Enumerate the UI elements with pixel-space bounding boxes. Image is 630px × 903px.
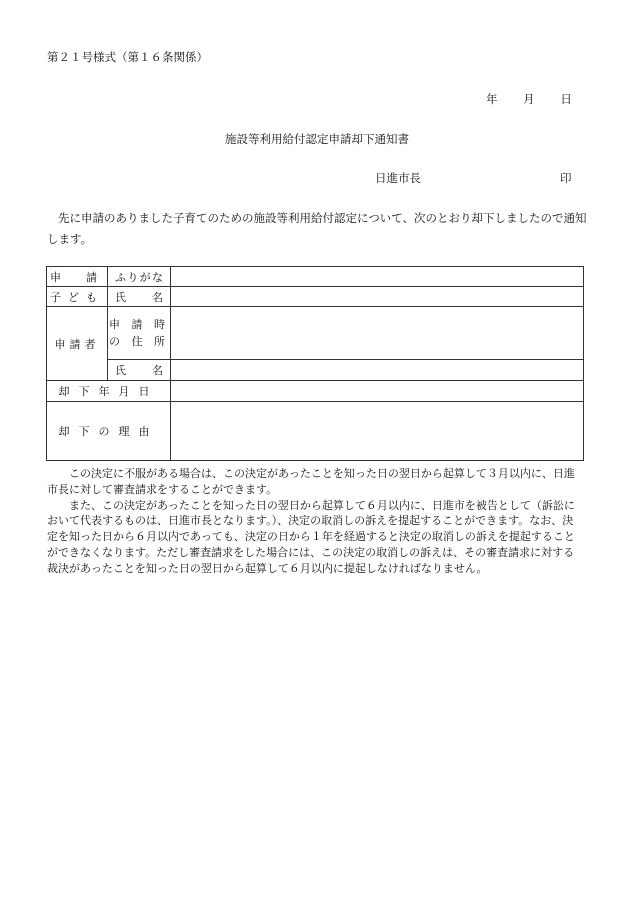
applicant-address-label bbox=[108, 307, 171, 360]
child-name-field[interactable] bbox=[171, 287, 584, 307]
appeal-note-1: この決定に不服がある場合は、この決定があったことを知った日の翌日から起算して３月以内に、日進市長に対して審査請求をすることができます。 bbox=[47, 467, 575, 496]
rejection-reason-field[interactable] bbox=[171, 402, 584, 461]
seal-mark: 印 bbox=[560, 171, 572, 185]
child-group-label-top: 申 請 bbox=[47, 267, 108, 287]
applicant-name-label: 氏 名 bbox=[108, 360, 171, 381]
applicant-group-label: 申請者 bbox=[47, 307, 108, 381]
date-day-label: 日 bbox=[560, 92, 572, 106]
child-name-label: 氏 名 bbox=[108, 287, 171, 307]
child-group-label-bottom: 子ども bbox=[47, 287, 108, 307]
applicant-address-label-line2: の 住 所 bbox=[109, 335, 169, 348]
form-number: 第２１号様式（第１６条関係） bbox=[47, 50, 208, 64]
applicant-name-field[interactable] bbox=[171, 360, 584, 381]
issuer-name: 日進市長 bbox=[375, 171, 421, 185]
child-furigana-field[interactable] bbox=[171, 267, 584, 287]
intro-text: 先に申請のありました子育てのための施設等利用給付認定について、次のとおり却下しましたので通知します。 bbox=[47, 211, 587, 246]
applicant-address-field[interactable] bbox=[171, 307, 584, 360]
appeal-notes bbox=[47, 466, 579, 577]
appeal-note-2: また、この決定があったことを知った日の翌日から起算して６月以内に、日進市を被告として（訴訟において代表するものは、日進市長となります。）、決定の取消しの訴えを提起することができます。なお、決定を知った日から６月以内であっても、決定の日から１年を経過すると決定の取消しの訴えを提起することができなくなります。ただし審査請求をした場合には、この決定の取消しの訴えは、その審査請求に対する裁決があったことを知った日の翌日から起算して６月以内に提起しなければなりません。 bbox=[47, 498, 575, 575]
document-title: 施設等利用給付認定申請却下通知書 bbox=[225, 132, 409, 146]
child-furigana-label: ふりがな bbox=[108, 267, 171, 287]
rejection-date-field[interactable] bbox=[171, 381, 584, 402]
date-month-label: 月 bbox=[523, 92, 535, 106]
rejection-reason-label: 却下の理由 bbox=[47, 402, 171, 461]
date-line bbox=[486, 91, 572, 107]
applicant-address-label-line1: 申 請 時 bbox=[109, 318, 169, 331]
date-year-label: 年 bbox=[486, 92, 498, 106]
rejection-date-label: 却下年月日 bbox=[47, 381, 171, 402]
application-table bbox=[46, 266, 584, 461]
